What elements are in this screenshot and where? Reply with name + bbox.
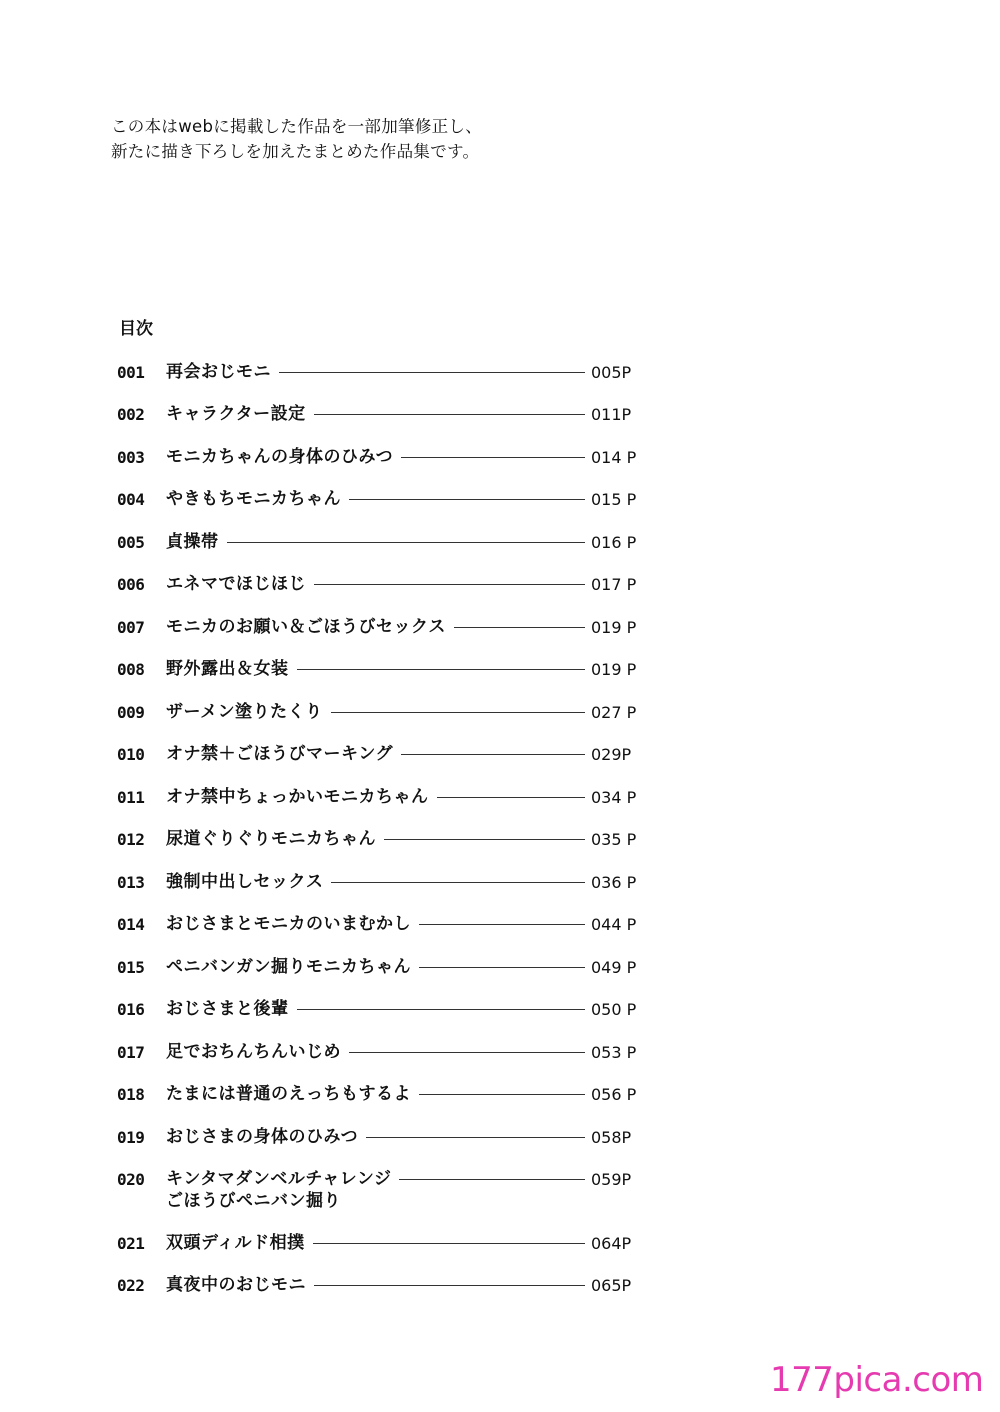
- toc-entry-page: 036 P: [591, 873, 637, 892]
- toc-entry-page: 011P: [591, 405, 632, 424]
- toc-entry-title: 野外露出＆女装: [166, 659, 289, 679]
- toc-entry: [117, 573, 647, 597]
- toc-entry-title: オナ禁＋ごほうびマーキング: [166, 744, 393, 764]
- toc-entry-title: たまには普通のえっちもするよ: [166, 1084, 411, 1104]
- toc-entry-page: 029P: [591, 745, 632, 764]
- toc-entry-title: おじさまと後輩: [166, 999, 289, 1019]
- toc-entry-titles: [166, 701, 331, 723]
- toc-leader-line: [437, 797, 586, 798]
- toc-entry-number: 021: [117, 1234, 145, 1253]
- toc-entry-titles: [166, 446, 401, 468]
- toc-leader-line: [313, 1243, 585, 1244]
- toc-entry-title: 真夜中のおじモニ: [166, 1275, 306, 1295]
- toc-entry: [117, 1274, 647, 1298]
- toc-entry-number: 003: [117, 448, 145, 467]
- toc-entry-titles: [166, 488, 349, 510]
- toc-heading: 目次: [119, 319, 153, 339]
- intro-text: [111, 114, 482, 164]
- toc-entry-number: 012: [117, 830, 145, 849]
- toc-entry-titles: [166, 1232, 313, 1254]
- toc-entry-page: 035 P: [591, 830, 637, 849]
- toc-leader-line: [314, 414, 585, 415]
- toc-leader-line: [399, 1179, 585, 1180]
- toc-entry-number: 001: [117, 363, 145, 382]
- toc-entry: [117, 1041, 647, 1065]
- toc-entry-number: 011: [117, 788, 145, 807]
- intro-line-2: 新たに描き下ろしを加えたまとめた作品集です。: [111, 142, 480, 161]
- toc-entry: [117, 1126, 647, 1150]
- toc-entry-titles: [166, 531, 227, 553]
- toc-entry-number: 016: [117, 1000, 145, 1019]
- toc-entry-title: モニカのお願い＆ごほうびセックス: [166, 617, 446, 637]
- toc-entry-page: 014 P: [591, 448, 637, 467]
- toc-leader-line: [297, 669, 586, 670]
- toc-entry-title: 強制中出しセックス: [166, 872, 324, 892]
- toc-entry-number: 007: [117, 618, 145, 637]
- toc-entry: [117, 531, 647, 555]
- toc-leader-line: [297, 1009, 586, 1010]
- toc-entry: [117, 743, 647, 767]
- toc-entry-title: 双頭ディルド相撲: [166, 1233, 305, 1253]
- toc-entry-titles: [166, 1041, 349, 1063]
- toc-entry-page: 044 P: [591, 915, 637, 934]
- toc-entry-titles: [166, 573, 314, 595]
- toc-leader-line: [349, 1052, 585, 1053]
- toc-leader-line: [331, 712, 585, 713]
- toc-entry-titles: [166, 403, 314, 425]
- toc-entry-titles: [166, 1126, 366, 1148]
- toc-entry: [117, 701, 647, 725]
- toc-entry-title: キンタマダンベルチャレンジ: [166, 1169, 392, 1189]
- toc-entry-title: オナ禁中ちょっかいモニカちゃん: [166, 787, 429, 807]
- toc-leader-line: [401, 754, 585, 755]
- toc-entry-title: エネマでほじほじ: [166, 574, 306, 594]
- toc-entry: [117, 1232, 647, 1256]
- toc-entry-titles: [166, 1168, 399, 1212]
- toc-leader-line: [279, 372, 585, 373]
- toc-entry-number: 022: [117, 1276, 145, 1295]
- toc-entry-page: 017 P: [591, 575, 637, 594]
- toc-entry-titles: [166, 913, 419, 935]
- toc-leader-line: [349, 499, 585, 500]
- toc-entry-titles: [166, 828, 384, 850]
- toc-entry: [117, 786, 647, 810]
- toc-entry-titles: [166, 1083, 419, 1105]
- toc-entry-number: 002: [117, 405, 145, 424]
- toc-entry-title: やきもちモニカちゃん: [166, 489, 341, 509]
- toc-entry-number: 014: [117, 915, 145, 934]
- toc-entry-title: おじさまの身体のひみつ: [166, 1127, 359, 1147]
- toc-entry-page: 065P: [591, 1276, 632, 1295]
- toc-entry-title: ペニバンガン掘りモニカちゃん: [166, 957, 411, 977]
- toc-entry-title: 貞操帯: [166, 532, 219, 552]
- toc-entry-page: 049 P: [591, 958, 637, 977]
- toc-entry-titles: [166, 1274, 314, 1296]
- toc-entry-number: 020: [117, 1170, 145, 1189]
- toc-entry: [117, 1083, 647, 1107]
- toc-entry-title: モニカちゃんの身体のひみつ: [166, 447, 394, 467]
- toc-entry-titles: [166, 658, 297, 680]
- toc-entry: [117, 998, 647, 1022]
- toc-entry-page: 019 P: [591, 660, 637, 679]
- toc-leader-line: [314, 584, 585, 585]
- toc-entry-titles: [166, 998, 297, 1020]
- toc-entry-number: 005: [117, 533, 145, 552]
- toc-leader-line: [227, 542, 586, 543]
- toc-entry-number: 006: [117, 575, 145, 594]
- toc-entry-number: 013: [117, 873, 145, 892]
- toc-entry-page: 050 P: [591, 1000, 637, 1019]
- toc-entry-titles: [166, 786, 437, 808]
- toc-entry: [117, 616, 647, 640]
- toc-entry: [117, 403, 647, 427]
- toc-entry-title: 足でおちんちんいじめ: [166, 1042, 341, 1062]
- toc-entry-page: 016 P: [591, 533, 637, 552]
- toc-entry: [117, 488, 647, 512]
- toc-entry-page: 027 P: [591, 703, 637, 722]
- toc-leader-line: [419, 1094, 585, 1095]
- toc-entry: [117, 1168, 647, 1211]
- toc-leader-line: [419, 924, 585, 925]
- toc-leader-line: [419, 967, 585, 968]
- toc-entry: [117, 956, 647, 980]
- toc-entry: [117, 361, 647, 385]
- toc-leader-line: [331, 882, 585, 883]
- toc-entry-title: 尿道ぐりぐりモニカちゃん: [166, 829, 376, 849]
- toc-entry: [117, 446, 647, 470]
- toc-entry-title-line-2: ごほうびペニバン掘り: [166, 1191, 341, 1211]
- toc-entry-titles: [166, 743, 401, 765]
- toc-leader-line: [401, 457, 585, 458]
- toc-entry-number: 009: [117, 703, 145, 722]
- toc-entry-number: 018: [117, 1085, 145, 1104]
- toc-entry-number: 017: [117, 1043, 145, 1062]
- toc-entry-title: おじさまとモニカのいまむかし: [166, 914, 411, 934]
- toc-entry: [117, 913, 647, 937]
- toc-entry-titles: [166, 616, 454, 638]
- toc-leader-line: [454, 627, 585, 628]
- toc-leader-line: [314, 1285, 585, 1286]
- toc-entry: [117, 871, 647, 895]
- toc-entry-title: ザーメン塗りたくり: [166, 702, 323, 722]
- toc-entry-page: 064P: [591, 1234, 632, 1253]
- toc-entry-titles: [166, 956, 419, 978]
- toc-leader-line: [384, 839, 585, 840]
- toc-entry-page: 053 P: [591, 1043, 637, 1062]
- toc-entry-page: 034 P: [591, 788, 637, 807]
- toc-entry-page: 059P: [591, 1170, 632, 1189]
- toc-entry-page: 019 P: [591, 618, 637, 637]
- toc-leader-line: [366, 1137, 585, 1138]
- toc-entry-number: 015: [117, 958, 145, 977]
- watermark: 177pica.com: [770, 1360, 984, 1400]
- toc-entry-title: キャラクター設定: [166, 404, 306, 424]
- toc-entry-page: 058P: [591, 1128, 632, 1147]
- toc-entry-titles: [166, 361, 279, 383]
- toc-entry-title: 再会おじモニ: [166, 362, 271, 382]
- toc-entry: [117, 658, 647, 682]
- intro-line-1: この本はwebに掲載した作品を一部加筆修正し、: [111, 117, 483, 136]
- toc-entry-page: 005P: [591, 363, 632, 382]
- toc-entry-number: 004: [117, 490, 145, 509]
- toc-entry-number: 019: [117, 1128, 145, 1147]
- toc-entry-titles: [166, 871, 331, 893]
- toc-entry: [117, 828, 647, 852]
- toc-entry-number: 008: [117, 660, 145, 679]
- toc-entry-page: 015 P: [591, 490, 637, 509]
- toc-entry-page: 056 P: [591, 1085, 637, 1104]
- toc-entry-number: 010: [117, 745, 145, 764]
